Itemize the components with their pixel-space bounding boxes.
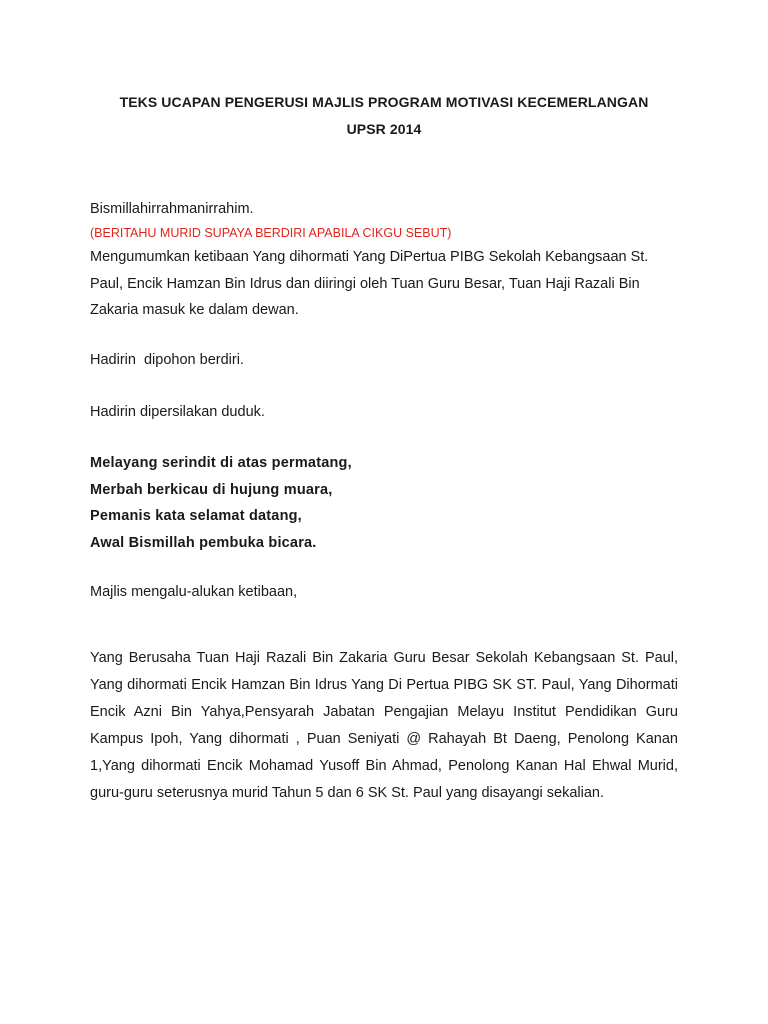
- pantun-line: Merbah berkicau di hujung muara,: [90, 481, 333, 498]
- document-title-line-2: UPSR 2014: [346, 121, 422, 137]
- document-title-line-1: TEKS UCAPAN PENGERUSI MAJLIS PROGRAM MOTIVASI KECEMERLANGAN: [119, 94, 649, 110]
- announcement-paragraph: Mengumumkan ketibaan Yang dihormati Yang DiPertua PIBG Sekolah Kebangsaan St. Paul, Encik Hamzan Bin Idrus dan diiringi oleh Tuan Guru Besar, Tuan Haji Razali Bin Zakaria masuk ke dalam dewan.: [90, 249, 649, 318]
- pantun-line: Awal Bismillah pembuka bicara.: [90, 534, 317, 551]
- basmalah-line: Bismillahirrahmanirrahim.: [90, 201, 254, 217]
- instruction-note: (BERITAHU MURID SUPAYA BERDIRI APABILA CIKGU SEBUT): [90, 226, 452, 240]
- pantun-line: Pemanis kata selamat datang,: [90, 508, 302, 525]
- honors-paragraph: Yang Berusaha Tuan Haji Razali Bin Zakaria Guru Besar Sekolah Kebangsaan St. Paul, Yang dihormati Encik Hamzan Bin Idrus Yang Di Pertua PIBG SK ST. Paul, Yang Dihormati Encik Azni Bin Yahya,Pensyarah Jabatan Pengajian Melayu Institut Pendidikan Guru Kampus Ipoh, Yang dihormati , Puan Seniyati @ Rahayah Bt Daeng, Penolong Kanan 1,Yang dihormati Encik Mohamad Yusoff Bin Ahmad, Penolong Kanan Hal Ehwal Murid, guru-guru seterusnya murid Tahun 5 dan 6 SK St. Paul yang disayangi sekalian.: [90, 650, 678, 801]
- stand-request-line: Hadirin dipohon berdiri.: [90, 352, 244, 368]
- sit-request-line: Hadirin dipersilakan duduk.: [90, 404, 265, 420]
- pantun-line: Melayang serindit di atas permatang,: [90, 455, 352, 471]
- welcome-line: Majlis mengalu-alukan ketibaan,: [90, 584, 298, 600]
- pantun-verse: [90, 450, 352, 556]
